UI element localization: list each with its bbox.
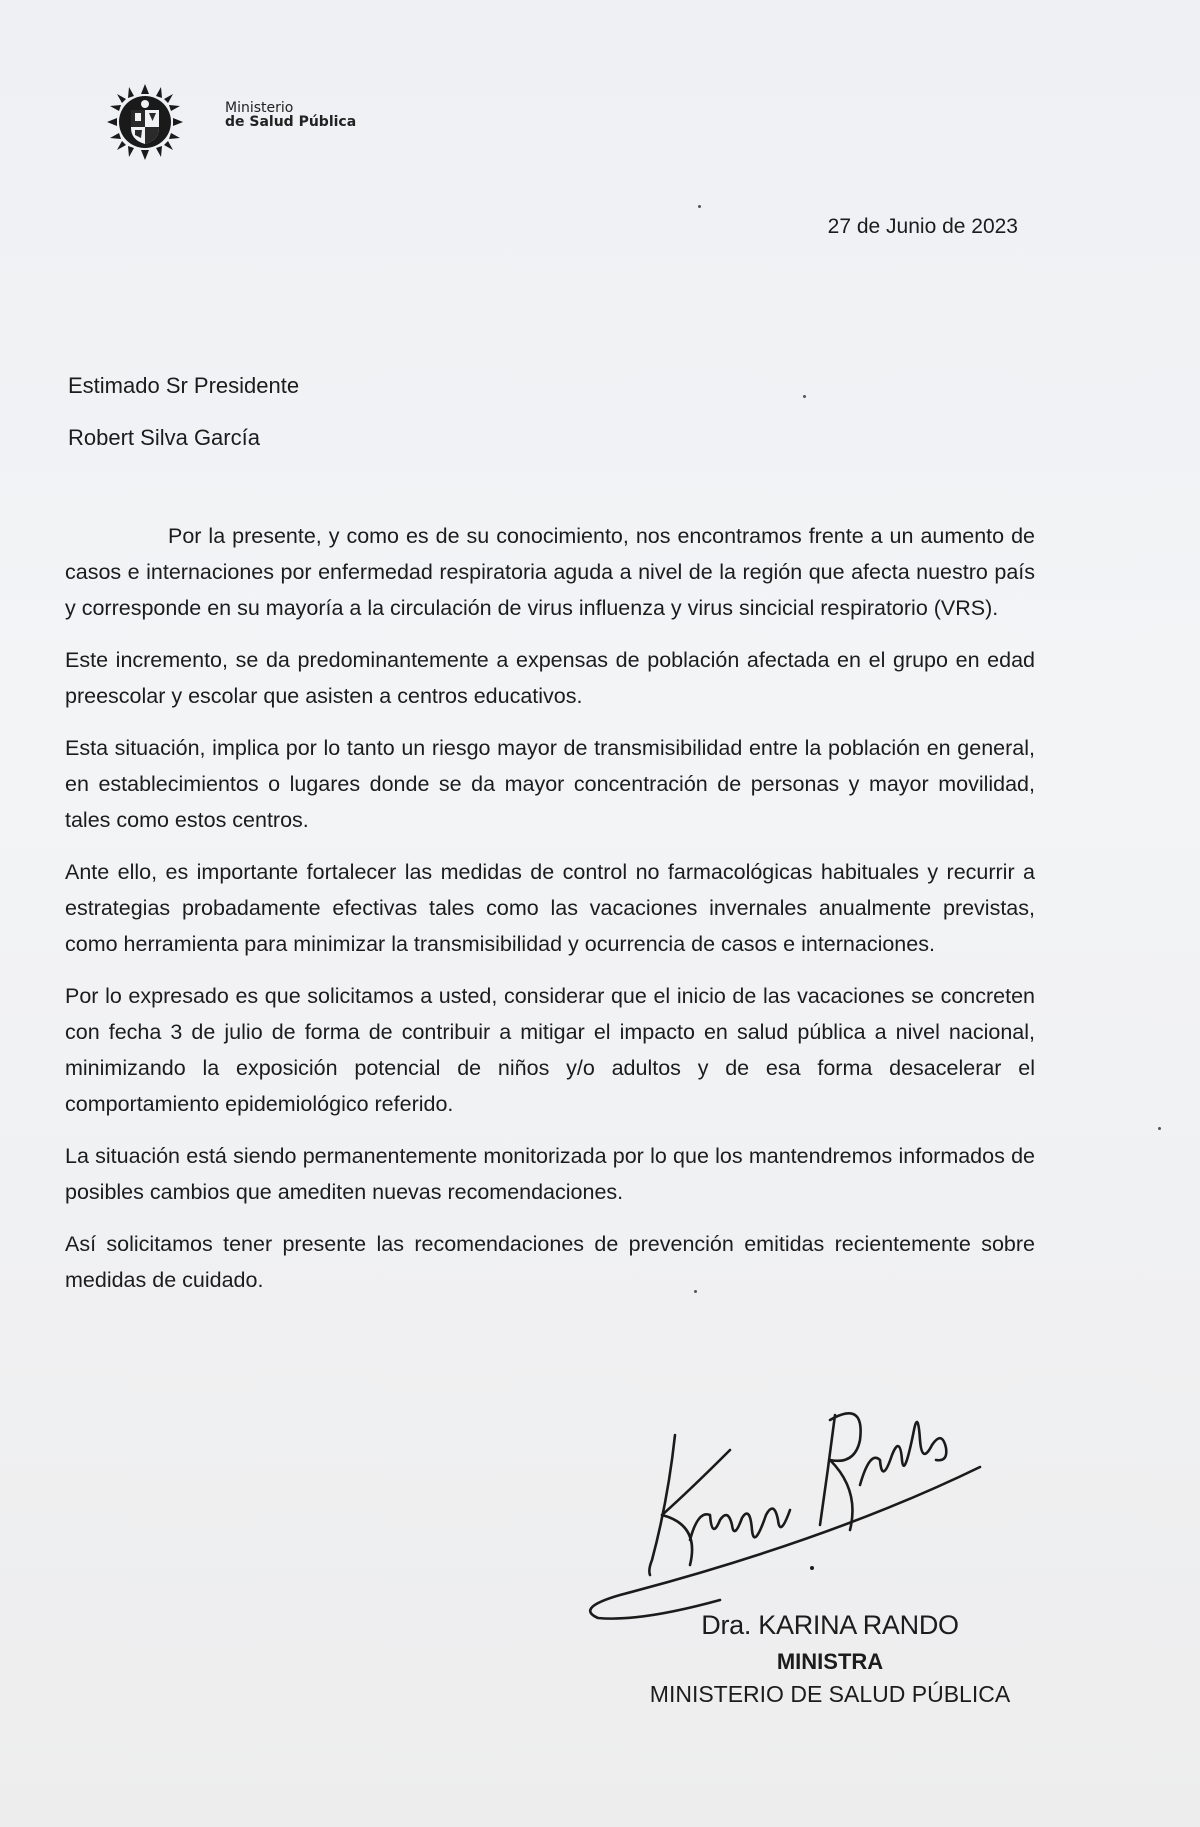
signer-role: MINISTRA: [776, 1649, 884, 1674]
paper-speck: [1158, 1127, 1161, 1130]
letterhead: [105, 82, 356, 162]
body-paragraph-5: Por lo expresado es que solicitamos a usted, considerar que el inicio de las vacaciones se concreten con fecha 3 de julio de forma de contribuir a mitigar el impacto en salud pública a nivel nacional, minimizando la exposición potencial de niños y/o adultos y de esa forma desacelerar el comportamiento epidemiológico referido.: [65, 984, 1035, 1116]
signer-organization: MINISTERIO DE SALUD PÚBLICA: [649, 1681, 1011, 1707]
letter-body: [65, 518, 1035, 1314]
ministry-name: [225, 101, 356, 129]
body-paragraph-1: Por la presente, y como es de su conocimiento, nos encontramos frente a un aumento de casos e internaciones por enfermedad respiratoria aguda a nivel de la región que afecta nuestro país y corresponde en su mayoría a la circulación de virus influenza y virus sincicial respiratorio (VRS).: [65, 524, 1035, 620]
body-paragraph-7: Así solicitamos tener presente las recomendaciones de prevención emitidas recientemente sobre medidas de cuidado.: [65, 1232, 1035, 1292]
body-paragraph-6: La situación está siendo permanentemente monitorizada por lo que los mantendremos informados de posibles cambios que amediten nuevas recomendaciones.: [65, 1144, 1035, 1204]
body-paragraph-3: Esta situación, implica por lo tanto un riesgo mayor de transmisibilidad entre la población en general, en establecimientos o lugares donde se da mayor concentración de personas y mayor movilidad, tales como estos centros.: [65, 736, 1035, 832]
signer-name: Dra. KARINA RANDO: [701, 1610, 959, 1640]
paper-speck: [694, 1290, 697, 1293]
salutation-greeting: Estimado Sr Presidente: [68, 373, 300, 398]
salutation: [68, 360, 299, 464]
body-paragraph-2: Este incremento, se da predominantemente a expensas de población afectada en el grupo en edad preescolar y escolar que asisten a centros educativos.: [65, 648, 1035, 708]
paper-speck: [698, 205, 701, 208]
salutation-recipient: Robert Silva García: [68, 425, 260, 450]
body-paragraph-4: Ante ello, es importante fortalecer las medidas de control no farmacológicas habituales y recurrir a estrategias probadamente efectivas tales como las vacaciones invernales anualmente previstas, como herramienta para minimizar la transmisibilidad y ocurrencia de casos e internaciones.: [65, 860, 1035, 956]
signer-block: [640, 1610, 1020, 1708]
ministry-name-line1: Ministerio: [225, 100, 294, 116]
coat-of-arms-seal-icon: [105, 82, 185, 162]
paper-speck: [803, 395, 806, 398]
letter-date: 27 de Junio de 2023: [827, 215, 1018, 238]
ministry-name-line2: de Salud Pública: [225, 114, 357, 130]
